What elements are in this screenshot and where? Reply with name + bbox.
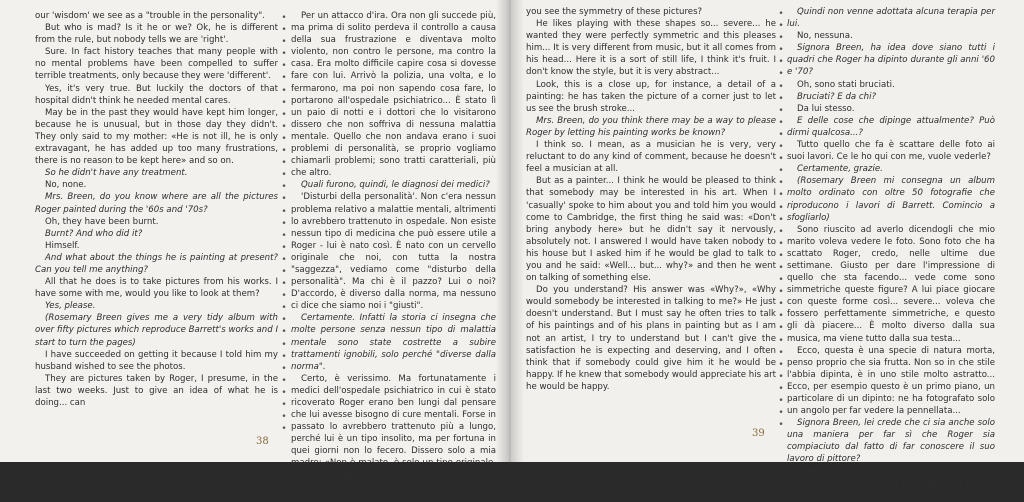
right-english-column [526,6,776,426]
separator-dot: • [778,142,784,153]
separator-dot: • [281,351,287,362]
separator-dot: • [778,190,784,201]
separator-dot: • [778,226,784,237]
separator-dot: • [778,33,784,44]
separator-dot: • [778,178,784,189]
paragraph: E delle cose che dipinge attualmente? Può dirmi qualcosa...? [787,115,995,138]
separator-dot: • [778,371,784,382]
separator-dot: • [281,206,287,217]
separator-dot: • [281,400,287,410]
separator-dot: • [281,73,287,84]
separator-dot: • [778,69,784,80]
separator-dot: • [778,214,784,225]
separator-dot: • [281,279,287,290]
separator-dot: • [281,37,287,48]
paragraph: Sono riuscito ad averlo dicendogli che mio marito voleva vedere le foto. Sono foto che ha scattato Roger, credo, nelle ultime due settimane. Giusto per dare l'impressione di quello che sta facendo... vede come sono simmetriche queste figure? A lui piace giocare con queste forme così... severe... voleva che fossero perfettamente simmetriche, e questo gli dà piacere... È molto diverso dalla sua musica, ma viene tutto dalla sua testa... [787,224,995,344]
separator-dot: • [778,21,784,32]
paragraph: Yes, it's very true. But luckily the doctors of that hospital didn't think he needed mental cares. [35,83,278,106]
separator-dot: • [281,230,287,241]
separator-dot: • [778,311,784,322]
separator-dot: • [778,250,784,261]
separator-dot: • [778,383,784,394]
paragraph: They are pictures taken by Roger, I presume, in the last two weeks. Just to give an idea of what he is doing... can [35,373,278,408]
page-number-left: 38 [256,436,269,447]
separator-dot: • [281,266,287,277]
separator-dot: • [778,154,784,165]
paragraph: Do you understand? His answer was «Why?», «Why would somebody be interested in talking to me?» He just doesn't understand. But I must say he often tries to talk of his paintings and of his plans in painting but as I am not an artist, I try to understand but I can't give the satisfaction he is expecting and deserving, and I often think that if somebody could give him it he would be happy. If he knew that somebody would appreciate his art he would be happy. [526,285,776,392]
right-page [508,0,1024,501]
separator-dot: • [281,158,287,169]
paragraph: Tutto quello che fa è scattare delle foto ai suoi lavori. Ce le ho qui con me, vuole vederle? [787,140,995,163]
separator-dot: • [281,303,287,314]
paragraph: And what about the things he is painting at present? Can you tell me anything? [35,252,278,275]
book-gutter-shadow [496,0,524,462]
separator-dot: • [778,408,784,419]
separator-dot: • [778,287,784,298]
paragraph: Signora Breen, lei crede che ci sia anche solo una maniera per far sì che Roger sia compiaciuto dal fatto di far conoscere il suo lavoro di pittore? [787,418,995,465]
separator-dot: • [778,45,784,56]
separator-dot: • [778,93,784,104]
paragraph: So he didn't have any treatment. [45,168,188,179]
separator-dot: • [281,194,287,205]
separator-dot: • [281,182,287,193]
separator-dot: • [778,238,784,249]
left-page [0,0,508,493]
paragraph: Quindi non venne adottata alcuna terapia per lui. [787,7,995,30]
separator-dot: • [281,13,287,23]
left-english-column [35,10,278,430]
separator-dot: • [281,109,287,120]
separator-dot: • [778,166,784,177]
separator-dot: • [281,327,287,338]
separator-dot: • [281,49,287,60]
separator-dot: • [281,315,287,326]
paragraph: Certamente. Infatti la storia ci insegna che molte persone senza nessun tipo di malattia mentale sono state costrette a subire trattamenti ignobili, solo perché "diverse dalla norma". [291,313,496,372]
separator-dot: • [778,359,784,370]
paragraph: Da lui stesso. [797,103,855,114]
separator-dot: • [281,133,287,144]
paragraph: Himself. [45,240,80,251]
paragraph: No, none. [45,180,87,191]
paragraph: Yes, please. [45,301,96,312]
separator-dot: • [281,218,287,229]
separator-dot: • [778,335,784,346]
separator-dot: • [778,129,784,140]
separator-dot: • [778,323,784,334]
separator-dot: • [778,57,784,68]
separator-dot: • [778,81,784,92]
separator-dot: • [778,105,784,116]
paragraph: I think so. I mean, as a musician he is very, very reluctant to do any kind of comment, because he doesn't feel a musician at all. [526,140,776,175]
page-number-right: 39 [752,428,765,439]
paragraph: Bruciati? E da chi? [797,91,877,102]
paragraph: Look, this is a close up, for instance, a detail of a painting: he has taken the picture of a corner just to let us see the brush stroke... [526,79,776,114]
separator-dot: • [281,424,287,435]
left-column-separator [281,12,287,442]
separator-dot: • [281,363,287,374]
paragraph: Mrs. Breen, do you know where are all the pictures Roger painted during the '60s and '70s? [35,192,278,215]
separator-dot: • [281,85,287,96]
separator-dot: • [281,61,287,72]
paragraph: But as a painter... I think he would be pleased to think that somebody may be interested in his art. When I 'casually' spoke to him about you and told him you would come to Cambridge, the first thing he said was: «Don't bring anybody here» but he didn't say it nervously, absolutely not. I answered I would have taken nobody to his house but I asked him if he would be glad to talk to you and he said: «Well... but... why?» and then he went on talking of something else. [526,176,776,284]
separator-dot: • [778,396,784,406]
paragraph: Certamente, grazie. [797,164,883,175]
separator-dot: • [778,262,784,273]
paragraph: May be in the past they would have kept him longer, because he is unusual, but in those day they didn't. They only said to my mother: «He is not ill, he is only extravagant, he has added up too many frustrations, there is no reason to be kept here» and so on. [35,107,278,167]
paragraph: Mrs. Breen, do you think there may be a way to please Roger by letting his painting works be known? [526,115,776,138]
separator-dot: • [778,420,784,431]
separator-dot: • [281,412,287,423]
paragraph: Signora Breen, ha idea dove siano tutti i quadri che Roger ha dipinto durante gli anni '60 e '70? [787,43,995,78]
separator-dot: • [281,375,287,386]
separator-dot: • [778,347,784,358]
paragraph: Oh, they have been burnt. [45,216,159,227]
paragraph: (Rosemary Breen mi consegna un album molto ordinato con oltre 50 fotografie che riproducono i lavori di Barrett. Comincio a sfogliarlo) [787,176,995,223]
paragraph: Quali furono, quindi, le diagnosi dei medici? [301,180,490,191]
paragraph: Burnt? And who did it? [45,228,143,239]
paragraph: Per un attacco d'ira. Ora non gli succede più, ma prima di solito perdeva il controllo a causa della sua frustrazione e diventava molto violento, non contro le persone, ma contro la casa. Era molto difficile capire cosa si dovesse fare con lui. Arrivò la polizia, una volta, e lo fermarono, ma poi non sapendo cosa fare, lo portarono all'ospedale psichiatrico... È stato lì un paio di notti e i dottori che lo visitarono dissero che non soffriva di nessuna malattia mentale. Quello che non andava erano i suoi problemi di personalità, se proprio vogliamo chiamarli problemi; sono tratti caratteriali, più che altro. [291,11,496,179]
separator-dot: • [778,9,784,19]
paragraph: 'Disturbi della personalità'. Non c'era nessun problema relativo a malattie mentali, altrimenti lo avrebbero trattenuto in ospedale. Non esiste nessun tipo di medicina che può essere utile a Roger - lui è nato così. È nato con un cervello originale che noi, con tutta la nostra "saggezza", vediamo come "disturbo della personalità". Ma chi è il pazzo? Lui o noi? D'accordo, è diverso dalla norma, ma nessuno ci dice che siamo noi i "giusti". [291,192,496,312]
separator-dot: • [281,242,287,253]
paragraph: (Rosemary Breen gives me a very tidy album with over fifty pictures which reproduce Barrett's works and I start to turn the pages) [35,313,278,348]
separator-dot: • [281,291,287,302]
paragraph: Credo di sì. Voglio dire, come musicista è molto, molto riluttante a fare qualsiasi tipo di commento, perché lui [787,466,995,501]
right-column-separator [778,8,784,438]
paragraph: Sure. In fact history teaches that many people with no mental problems have been compelled to suffer terrible treatments, only because they were 'different'. [35,47,278,82]
paragraph: Oh, sono stati bruciati. [797,79,895,90]
separator-dot: • [281,339,287,350]
paragraph: Certo, è verissimo. Ma fortunatamente i medici dell'ospedale psichiatrico in cui è stato ricoverato Roger erano ben lungi dal pensare che lui avesse bisogno di cure mentali. Forse in passato lo avrebbero trattenuto più a lungo, perché lui è un tipo insolito, ma per fortuna in quei giorni non lo fecero. Dissero solo a mia madre: «Non è malato, è solo un tipo originale, ha accumulato troppe frustrazioni, non c'è alcun motivo che resti rinchiuso qui» e così via. [291,373,496,493]
separator-dot: • [281,170,287,181]
paragraph: Ecco, questa è una specie di natura morta, penso proprio che sia frutta. Non so in che stile l'abbia dipinta, è in uno stile molto astratto... Ecco, per esempio questo è un primo piano, un particolare di un dipinto: ne ha fotografato solo un angolo per far vedere la pennellata... [787,345,995,417]
paragraph: But who is mad? Is it he or we? Ok, he is different from the rule, but nobody tells we are 'right'. [35,23,278,46]
paragraph: No, nessuna. [797,31,853,42]
paragraph: He likes playing with these shapes so... severe... he wanted they were perfectly symmetric and this pleases him... It is very different from music, but it all comes from his head... Here it is a sort of still life, I think it's fruit. I don't know the style, but it is very abstract... [526,19,776,78]
separator-dot: • [778,117,784,128]
separator-dot: • [281,387,287,398]
separator-dot: • [281,146,287,157]
paragraph: you see the symmetry of these pictures? [526,7,703,17]
paragraph: I have succeeded on getting it because I told him my husband wished to see the photos. [35,349,278,372]
separator-dot: • [281,97,287,108]
separator-dot: • [778,299,784,310]
right-italian-column [787,6,995,501]
paragraph: our 'wisdom' we see as a "trouble in the personality". [35,11,265,21]
separator-dot: • [778,275,784,286]
separator-dot: • [281,254,287,265]
left-italian-column [291,10,496,493]
separator-dot: • [281,25,287,36]
paragraph: All that he does is to take pictures from his works. I have some with me, would you like to look at them? [35,277,278,300]
separator-dot: • [281,121,287,132]
separator-dot: • [778,202,784,213]
